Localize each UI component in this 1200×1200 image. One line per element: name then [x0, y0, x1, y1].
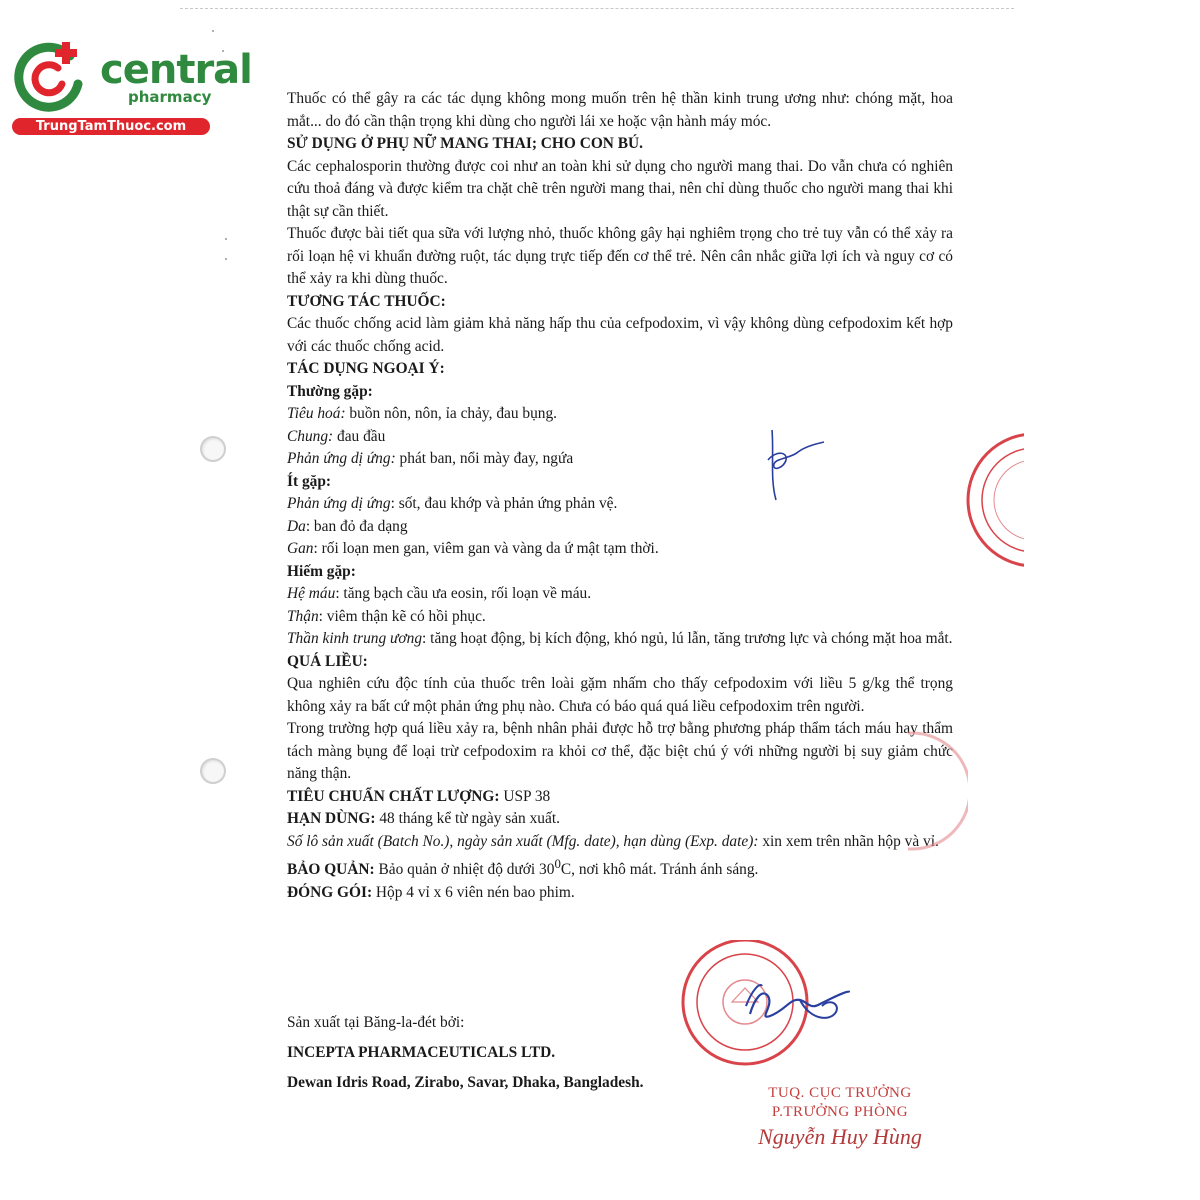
overdose-treatment-paragraph: Trong trường hợp quá liều xảy ra, bệnh nhân phải được hỗ trợ bằng phương pháp thẩm tách máu hay thẩm tách màng bụng để loại trừ cefpodoxim ra khỏi cơ thể, đặc biệt chú ý với những người bị suy giảm chức năng thận.	[287, 720, 953, 782]
scan-speck	[212, 30, 214, 32]
storage-info: BẢO QUẢN: Bảo quản ở nhiệt độ dưới $30^0C$, nơi khô mát. Tránh ánh sáng.	[287, 857, 759, 879]
punch-hole	[200, 758, 226, 784]
uncommon-heading: Ít gặp:	[287, 472, 332, 490]
signature-block	[720, 1084, 960, 1152]
lactation-paragraph: Thuốc được bài tiết qua sữa với lượng nhỏ, thuốc không gây hại nghiêm trọng cho trẻ tuy vẫn có thể xảy ra rối loạn hệ vi khuẩn đường ruột, tác dụng trực tiếp đến cơ thể trẻ. Nên cân nhắc giữa lợi ích và nguy cơ có thể xảy ra khi dùng thuốc.	[287, 225, 953, 287]
official-seal	[650, 940, 850, 1080]
manufacturer-address: Dewan Idris Road, Zirabo, Savar, Dhaka, Bangladesh.	[287, 1074, 644, 1091]
pregnancy-paragraph: Các cephalosporin thường được coi như an toàn khi sử dụng cho người mang thai. Do vẫn chưa có nghiên cứu thoả đáng và được kiểm tra chặt chẽ trên người mang thai, nên chỉ dùng thuốc cho người mang thai khi thật sự cần thiết.	[287, 157, 953, 220]
packaging-info: ĐÓNG GÓI: Hộp 4 vỉ x 6 viên nén bao phim.	[287, 883, 575, 901]
cns-warning-paragraph: Thuốc có thể gây ra các tác dụng không mong muốn trên hệ thần kinh trung ương như: chóng mặt, hoa mắt... do đó cần thận trọng khi dùng cho người lái xe hoặc vận hành máy móc.	[287, 90, 953, 130]
quality-standard: TIÊU CHUẨN CHẤT LƯỢNG: USP 38	[287, 787, 551, 805]
interaction-heading: TƯƠNG TÁC THUỐC:	[287, 292, 446, 310]
list-item: Tiêu hoá: buồn nôn, nôn, ỉa chảy, đau bụng.	[287, 405, 558, 422]
logo-brand: central	[100, 47, 252, 93]
logo-sub: pharmacy	[128, 88, 212, 106]
list-item: Phản ứng dị ứng: phát ban, nổi mày đay, ngứa	[287, 450, 574, 467]
list-item: Gan: rối loạn men gan, viêm gan và vàng da ứ mật tạm thời.	[287, 540, 659, 557]
overdose-paragraph: Qua nghiên cứu độc tính của thuốc trên loài gặm nhấm cho thấy cefpodoxim với liều 5 g/kg thể trọng không xảy ra bất cứ một phản ứng phụ nào. Chưa có báo quá quá liều cefpodoxim trên người.	[287, 675, 953, 715]
shelf-life: HẠN DÙNG: 48 tháng kể từ ngày sản xuất.	[287, 810, 560, 827]
faint-stamp	[908, 724, 968, 858]
list-item: Da: ban đỏ đa dạng	[287, 517, 408, 535]
logo-site-link[interactable]: TrungTamThuoc.com	[12, 118, 210, 135]
manufacturer-intro: Sản xuất tại Băng-la-đét bởi:	[287, 1014, 465, 1031]
pregnancy-heading: SỬ DỤNG Ở PHỤ NỮ MANG THAI; CHO CON BÚ.	[287, 135, 643, 152]
common-heading: Thường gặp:	[287, 382, 373, 400]
scan-speck	[225, 238, 227, 240]
scan-speck	[225, 258, 227, 260]
signature-title-line2: P.TRƯỞNG PHÒNG	[771, 1104, 909, 1120]
list-item: Hệ máu: tăng bạch cầu ưa eosin, rối loạn về máu.	[287, 585, 592, 602]
list-item: Thần kinh trung ương: tăng hoạt động, bị kích động, khó ngủ, lú lẫn, tăng trương lực và chóng mặt hoa mắt.	[287, 630, 953, 647]
punch-hole	[200, 436, 226, 462]
rare-heading: Hiếm gặp:	[287, 562, 356, 580]
overdose-heading: QUÁ LIỀU:	[287, 652, 368, 670]
ministry-stamp-edge	[964, 430, 1024, 570]
initials-mark	[758, 424, 838, 504]
central-pharmacy-logo	[12, 38, 252, 138]
manufacturer-name: INCEPTA PHARMACEUTICALS LTD.	[287, 1044, 556, 1061]
list-item: Chung: đau đầu	[287, 427, 386, 445]
pharmacy-cross-icon	[12, 38, 92, 118]
leaflet-content	[287, 88, 953, 904]
list-item: Thận: viêm thận kẽ có hồi phục.	[287, 607, 486, 625]
batch-info: Số lô sản xuất (Batch No.), ngày sản xuất (Mfg. date), hạn dùng (Exp. date): xin xem trên nhãn hộp và vỉ.	[287, 832, 939, 850]
scan-top-rule	[180, 8, 1014, 9]
signature-name: Nguyễn Huy Hùng	[758, 1124, 922, 1149]
interaction-paragraph: Các thuốc chống acid làm giảm khả năng hấp thu của cefpodoxim, vì vậy không dùng cefpodoxim kết hợp với các thuốc chống acid.	[287, 315, 953, 355]
list-item: Phản ứng dị ứng: sốt, đau khớp và phản ứng phản vệ.	[287, 495, 618, 512]
side-effects-heading: TÁC DỤNG NGOẠI Ý:	[287, 360, 445, 377]
signature-title-line1: TUQ. CỤC TRƯỞNG	[768, 1085, 912, 1101]
